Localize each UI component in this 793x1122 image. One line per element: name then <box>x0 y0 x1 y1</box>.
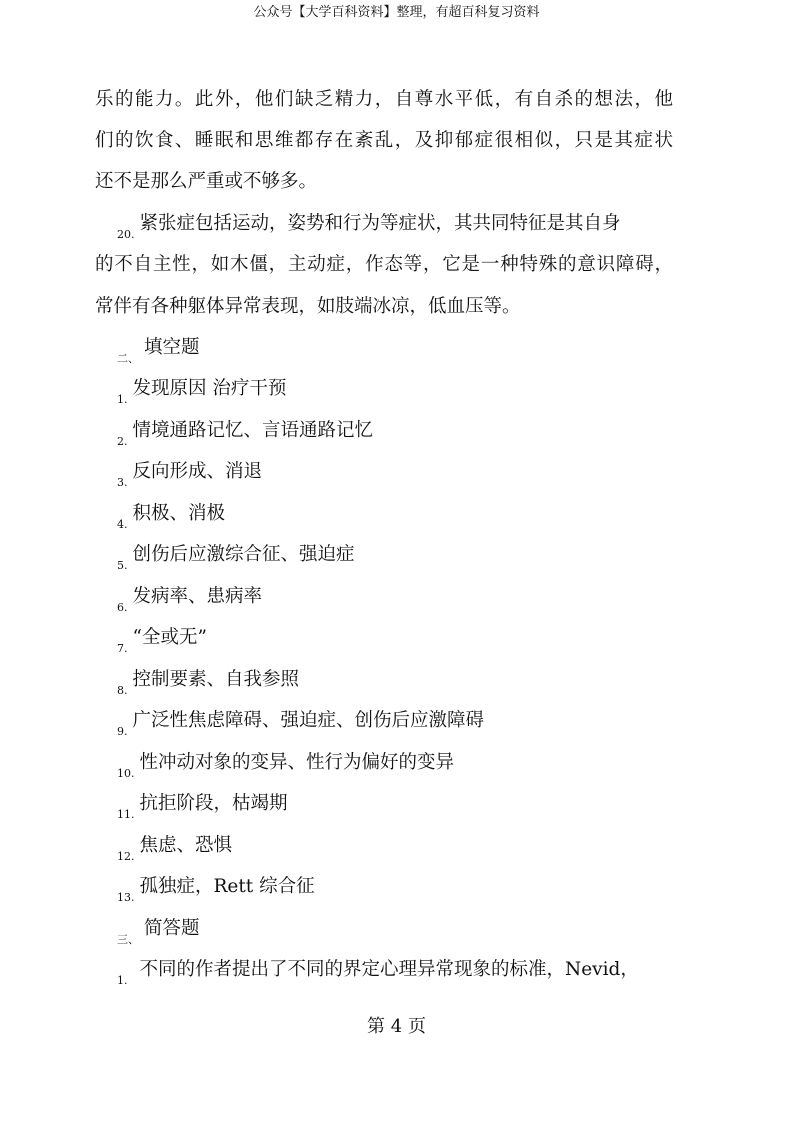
item-text: 孤独症，Rett 综合征 <box>139 876 315 897</box>
item-text: 焦虑、恐惧 <box>139 835 233 856</box>
item-number: 2. <box>117 435 128 448</box>
list-item <box>117 377 286 412</box>
list-item <box>117 585 262 620</box>
item-number: 3. <box>117 476 128 489</box>
list-item <box>117 668 299 703</box>
list-item <box>117 709 484 744</box>
section-number: 三、 <box>117 933 139 946</box>
item-text: 性冲动对象的变异、性行为偏好的变异 <box>139 752 455 773</box>
item-number: 12. <box>117 850 135 863</box>
list-item <box>117 834 232 869</box>
list-item <box>117 502 225 537</box>
list-item <box>117 751 454 786</box>
item-text: 创伤后应激综合征、强迫症 <box>132 544 355 565</box>
list-item <box>117 792 288 827</box>
section-heading <box>117 336 200 371</box>
list-item <box>117 460 262 495</box>
item-number: 8. <box>117 684 128 697</box>
item-number: 10. <box>117 767 135 780</box>
item-number: 9. <box>117 725 128 738</box>
item-text: 积极、消极 <box>132 503 226 524</box>
item-number: 4. <box>117 518 128 531</box>
list-item <box>117 212 621 247</box>
item-text: 抗拒阶段，枯竭期 <box>139 793 288 814</box>
paragraph-line: 还不是那么严重或不够多。 <box>95 171 318 192</box>
item-number: 11. <box>117 808 135 821</box>
item-text: 反向形成、消退 <box>132 461 263 482</box>
item-number: 13. <box>117 891 135 904</box>
item-text: 不同的作者提出了不同的界定心理异常现象的标准，Nevid， <box>139 959 639 980</box>
list-item <box>117 626 207 661</box>
item-text: 发病率、患病率 <box>132 586 263 607</box>
paragraph-line: 常伴有各种躯体异常表现，如肢端冰凉，低血压等。 <box>95 296 521 317</box>
item-number: 6. <box>117 601 128 614</box>
paragraph-line: 们的饮食、睡眠和思维都存在紊乱，及抑郁症很相似，只是其症状 <box>95 130 673 151</box>
section-heading <box>117 917 200 952</box>
item-text: “全或无” <box>132 627 207 648</box>
item-text: 广泛性焦虑障碍、强迫症、创伤后应激障碍 <box>132 710 485 731</box>
paragraph-line: 的不自主性，如木僵，主动症，作态等，它是一种特殊的意识障碍， <box>95 254 673 275</box>
section-title: 填空题 <box>144 337 200 358</box>
list-item <box>117 875 315 910</box>
page-header: 公众号【大学百科资料】整理，有超百科复习资料 <box>253 5 540 20</box>
page-number: 第 4 页 <box>367 1016 426 1037</box>
item-text: 情境通路记忆、言语通路记忆 <box>132 420 374 441</box>
list-item <box>117 958 639 993</box>
item-text: 紧张症包括运动，姿势和行为等症状，其共同特征是其自身 <box>139 213 621 234</box>
item-number: 1. <box>117 974 128 987</box>
list-item <box>117 543 355 578</box>
section-title: 简答题 <box>144 918 200 939</box>
item-number: 1. <box>117 393 128 406</box>
item-number: 5. <box>117 559 128 572</box>
item-number: 7. <box>117 642 128 655</box>
item-text: 发现原因 治疗干预 <box>132 378 287 399</box>
item-number: 20. <box>117 228 135 241</box>
section-number: 二、 <box>117 352 139 365</box>
paragraph-line: 乐的能力。此外，他们缺乏精力，自尊水平低，有自杀的想法，他 <box>95 89 673 110</box>
item-text: 控制要素、自我参照 <box>132 669 300 690</box>
list-item <box>117 419 373 454</box>
